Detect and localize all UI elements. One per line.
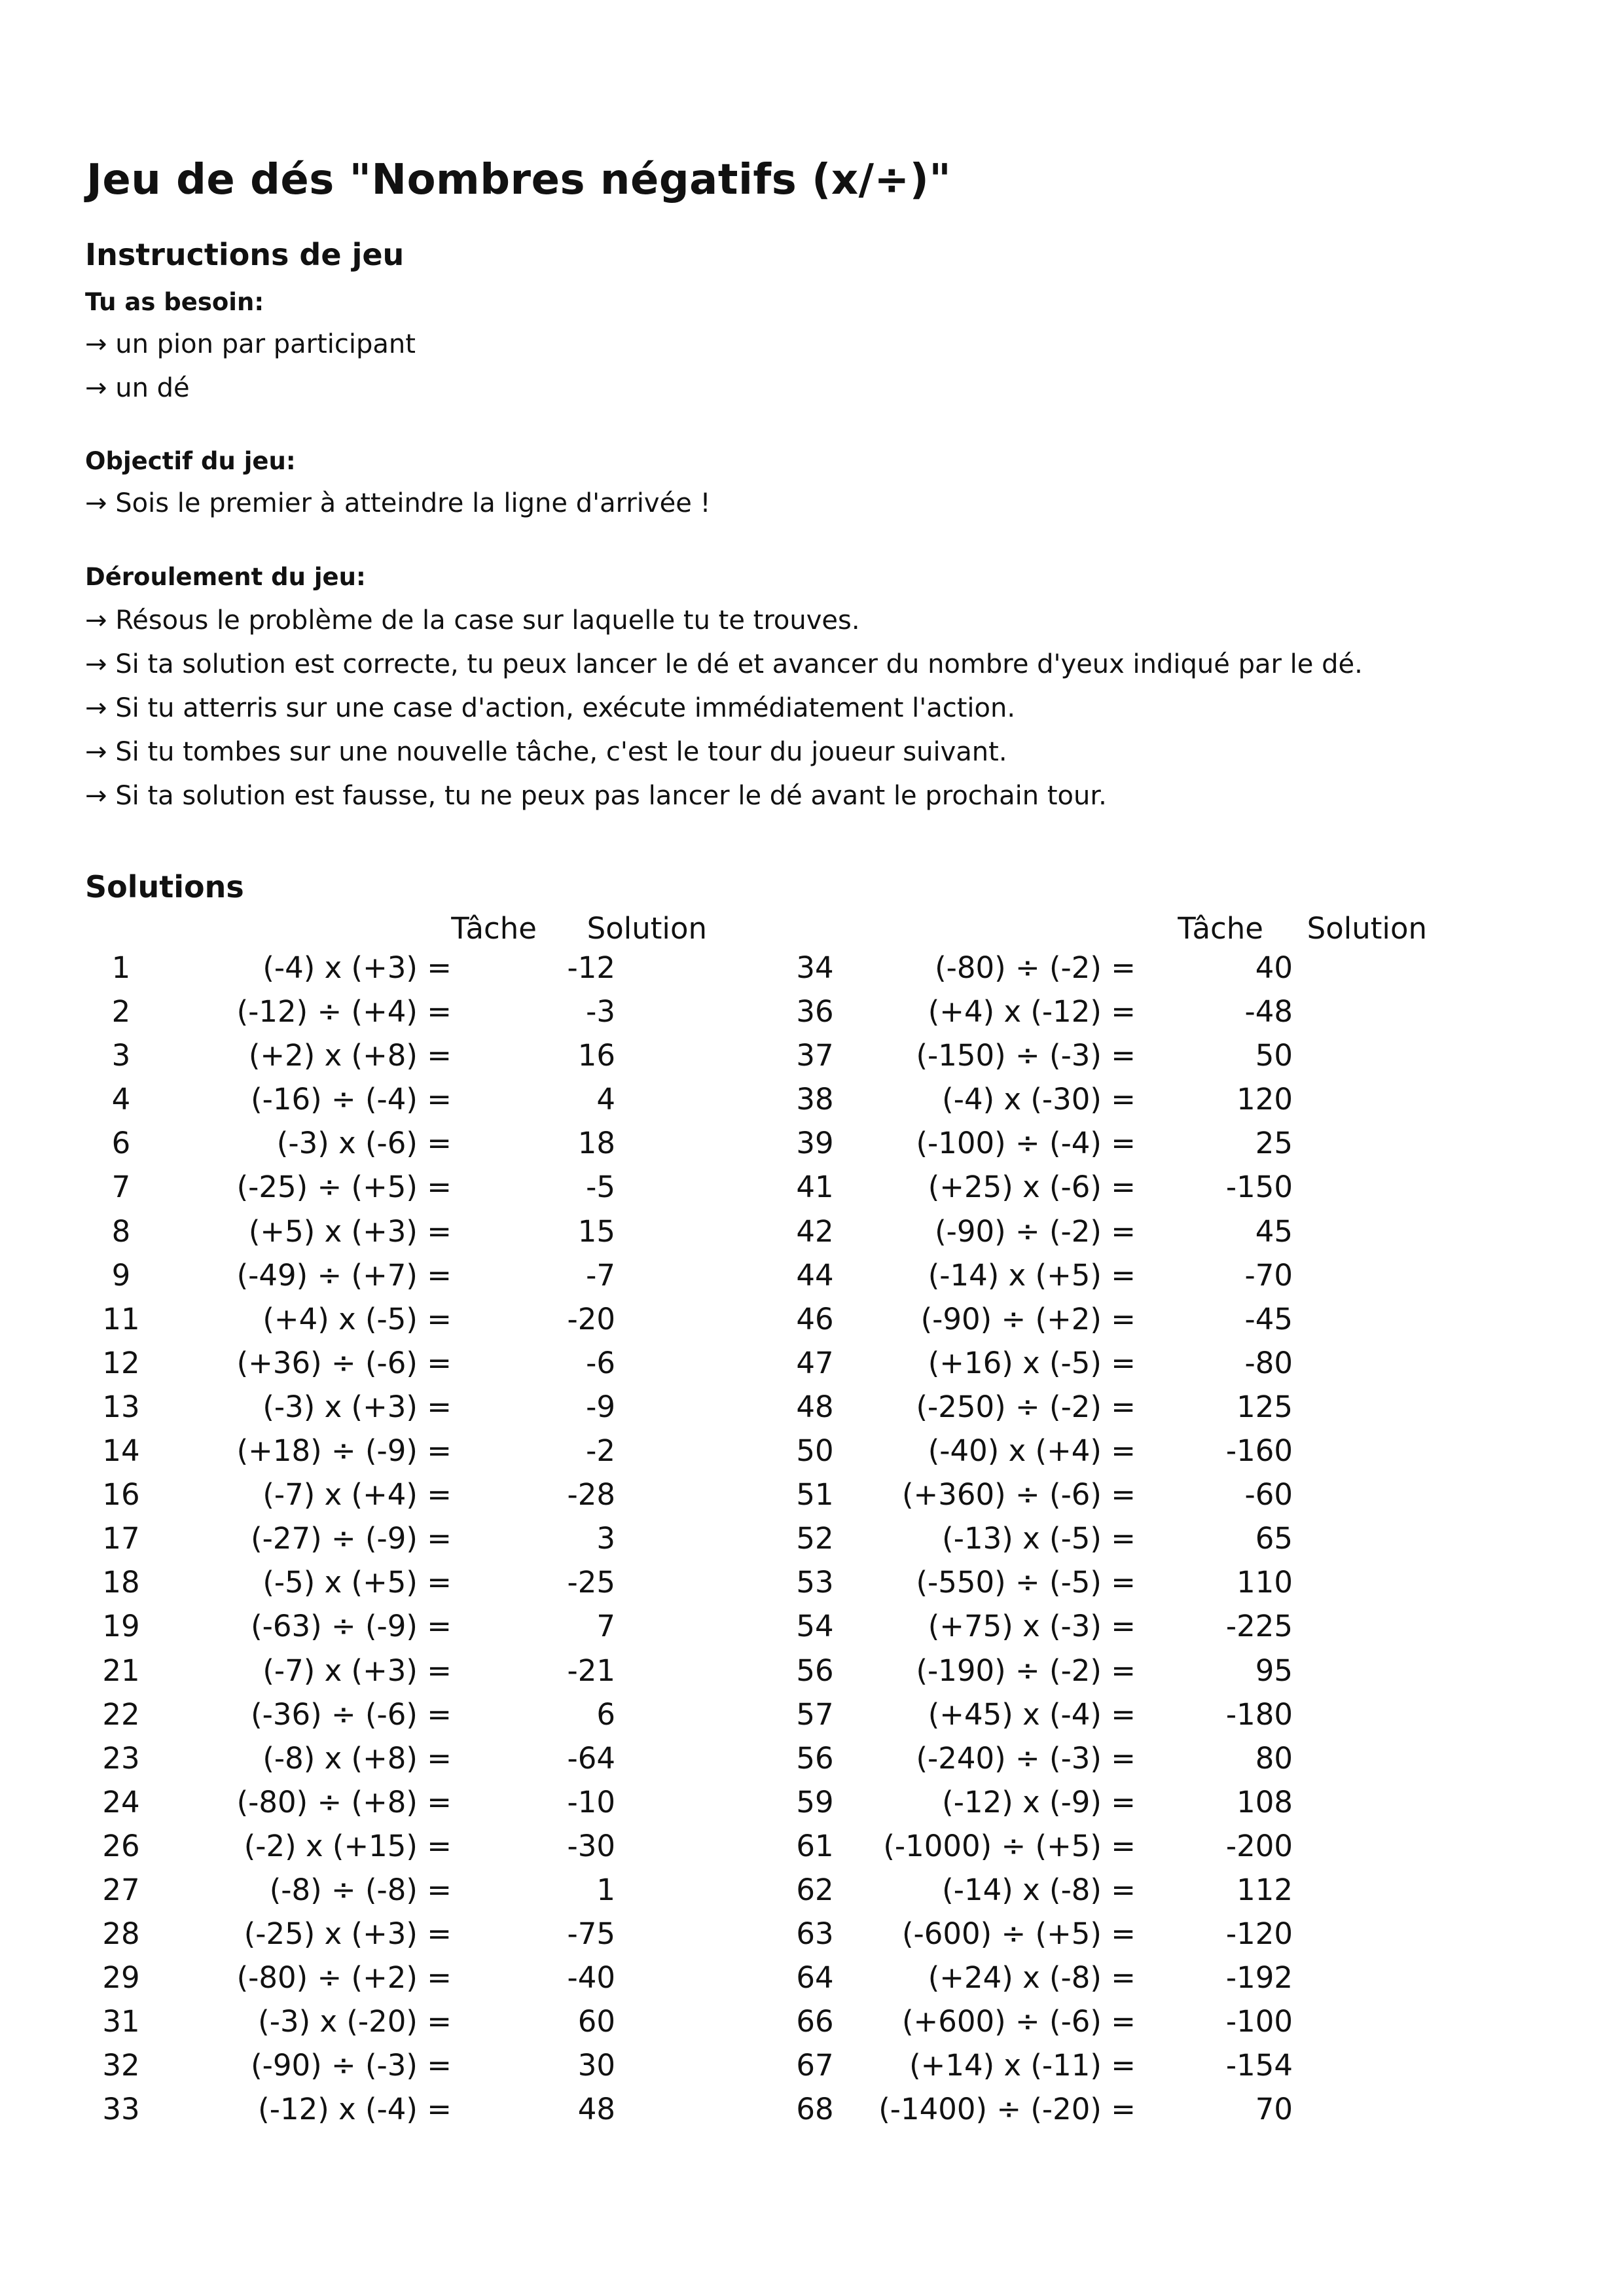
task-number: 1 [111,950,131,985]
task-solution: 48 [577,2092,615,2127]
task-expression: (+24) x (-8) = [928,1960,1136,1996]
task-number: 44 [796,1257,834,1293]
task-expression: (+4) x (-12) = [928,994,1136,1030]
col-header-solution: Solution [586,911,707,946]
task-solution: 120 [1236,1082,1293,1117]
task-solution: -225 [1225,1609,1293,1644]
task-solution: -28 [567,1477,615,1513]
task-expression: (-4) x (-30) = [942,1082,1136,1117]
task-solution: 7 [596,1609,615,1644]
flow-item: → Si ta solution est fausse, tu ne peux pas lancer le dé avant le prochain tour. [85,781,1107,811]
task-number: 51 [796,1477,834,1513]
task-number: 31 [102,2004,140,2039]
task-expression: (-63) ÷ (-9) = [251,1609,452,1644]
task-solution: 15 [577,1213,615,1249]
task-solution: 30 [577,2048,615,2083]
task-number: 56 [796,1740,834,1776]
task-solution: -30 [567,1828,615,1863]
task-expression: (+14) x (-11) = [909,2048,1136,2083]
goal-item: → Sois le premier à atteindre la ligne d'arrivée ! [85,488,711,518]
task-solution: -45 [1244,1301,1293,1336]
task-expression: (-100) ÷ (-4) = [916,1126,1136,1161]
task-number: 2 [111,994,131,1030]
task-expression: (+600) ÷ (-6) = [901,2004,1136,2039]
task-expression: (-8) x (+8) = [262,1740,452,1776]
task-solution: -64 [567,1740,615,1776]
task-solution: -160 [1225,1433,1293,1469]
task-expression: (-250) ÷ (-2) = [916,1389,1136,1424]
task-solution: 65 [1255,1521,1293,1556]
task-solution: 1 [596,1872,615,1907]
task-number: 50 [796,1433,834,1469]
task-expression: (-3) x (-20) = [258,2004,452,2039]
task-number: 29 [102,1960,140,1996]
task-expression: (+18) ÷ (-9) = [236,1433,452,1469]
flow-label: Déroulement du jeu: [85,563,366,591]
task-number: 64 [796,1960,834,1996]
task-number: 67 [796,2048,834,2083]
task-number: 36 [796,994,834,1030]
task-expression: (-8) ÷ (-8) = [269,1872,452,1907]
solutions-heading: Solutions [85,869,244,905]
task-number: 66 [796,2004,834,2039]
task-solution: -10 [567,1784,615,1820]
task-expression: (-90) ÷ (+2) = [920,1301,1136,1336]
task-expression: (-13) x (-5) = [942,1521,1136,1556]
task-expression: (-80) ÷ (+2) = [236,1960,452,1996]
task-solution: 60 [577,2004,615,2039]
task-number: 62 [796,1872,834,1907]
task-solution: -7 [586,1257,615,1293]
task-expression: (-12) x (-4) = [258,2092,452,2127]
task-expression: (-550) ÷ (-5) = [916,1565,1136,1600]
task-number: 48 [796,1389,834,1424]
task-solution: 45 [1255,1213,1293,1249]
task-solution: 125 [1236,1389,1293,1424]
task-number: 18 [102,1565,140,1600]
task-number: 17 [102,1521,140,1556]
task-expression: (-12) ÷ (+4) = [236,994,452,1030]
task-solution: 95 [1255,1653,1293,1688]
task-expression: (-36) ÷ (-6) = [251,1696,452,1732]
task-number: 37 [796,1038,834,1073]
task-number: 26 [102,1828,140,1863]
task-solution: 80 [1255,1740,1293,1776]
task-expression: (+16) x (-5) = [928,1345,1136,1380]
task-number: 38 [796,1082,834,1117]
task-solution: 50 [1255,1038,1293,1073]
task-solution: -154 [1225,2048,1293,2083]
task-expression: (-150) ÷ (-3) = [916,1038,1136,1073]
need-item: → un pion par participant [85,329,416,359]
task-solution: -180 [1225,1696,1293,1732]
task-number: 28 [102,1916,140,1952]
task-number: 9 [111,1257,131,1293]
task-number: 54 [796,1609,834,1644]
task-expression: (-240) ÷ (-3) = [916,1740,1136,1776]
task-solution: -70 [1244,1257,1293,1293]
task-solution: 108 [1236,1784,1293,1820]
task-solution: 6 [596,1696,615,1732]
task-number: 39 [796,1126,834,1161]
task-number: 24 [102,1784,140,1820]
task-number: 19 [102,1609,140,1644]
col-header-task: Tâche [451,911,537,946]
task-expression: (-25) ÷ (+5) = [236,1170,452,1205]
task-number: 33 [102,2092,140,2127]
task-number: 12 [102,1345,140,1380]
task-number: 32 [102,2048,140,2083]
task-number: 68 [796,2092,834,2127]
task-solution: -25 [567,1565,615,1600]
task-expression: (-12) x (-9) = [942,1784,1136,1820]
task-number: 41 [796,1170,834,1205]
task-solution: -21 [567,1653,615,1688]
need-item: → un dé [85,373,190,403]
task-expression: (+2) x (+8) = [248,1038,452,1073]
task-solution: -6 [586,1345,615,1380]
task-solution: 25 [1255,1126,1293,1161]
task-number: 42 [796,1213,834,1249]
goal-label: Objectif du jeu: [85,447,296,475]
instructions-heading: Instructions de jeu [85,237,405,272]
task-expression: (-190) ÷ (-2) = [916,1653,1136,1688]
task-number: 3 [111,1038,131,1073]
task-solution: -9 [586,1389,615,1424]
task-expression: (+360) ÷ (-6) = [901,1477,1136,1513]
flow-item: → Si tu atterris sur une case d'action, exécute immédiatement l'action. [85,693,1016,723]
task-expression: (-4) x (+3) = [262,950,452,985]
task-expression: (+4) x (-5) = [262,1301,452,1336]
task-number: 11 [102,1301,140,1336]
task-expression: (-1000) ÷ (+5) = [883,1828,1136,1863]
task-expression: (-3) x (-6) = [276,1126,452,1161]
task-number: 47 [796,1345,834,1380]
task-solution: -60 [1244,1477,1293,1513]
task-expression: (-16) ÷ (-4) = [251,1082,452,1117]
task-solution: -3 [586,994,615,1030]
task-solution: -48 [1244,994,1293,1030]
task-solution: -2 [586,1433,615,1469]
task-solution: 3 [596,1521,615,1556]
flow-item: → Si ta solution est correcte, tu peux lancer le dé et avancer du nombre d'yeux indiqué par le dé. [85,649,1363,679]
flow-item: → Résous le problème de la case sur laquelle tu te trouves. [85,605,860,636]
flow-item: → Si tu tombes sur une nouvelle tâche, c'est le tour du joueur suivant. [85,737,1007,767]
task-number: 14 [102,1433,140,1469]
task-number: 8 [111,1213,131,1249]
task-solution: -192 [1225,1960,1293,1996]
task-number: 63 [796,1916,834,1952]
task-number: 7 [111,1170,131,1205]
task-expression: (-49) ÷ (+7) = [236,1257,452,1293]
task-expression: (-25) x (+3) = [244,1916,452,1952]
task-number: 4 [111,1082,131,1117]
task-solution: -200 [1225,1828,1293,1863]
task-solution: -75 [567,1916,615,1952]
task-solution: 112 [1236,1872,1293,1907]
task-number: 57 [796,1696,834,1732]
page-title: Jeu de dés "Nombres négatifs (x/÷)" [86,156,952,204]
task-number: 46 [796,1301,834,1336]
task-expression: (+75) x (-3) = [928,1609,1136,1644]
task-solution: -150 [1225,1170,1293,1205]
task-solution: 4 [596,1082,615,1117]
task-number: 6 [111,1126,131,1161]
task-solution: 70 [1255,2092,1293,2127]
task-expression: (-14) x (+5) = [928,1257,1136,1293]
task-solution: -20 [567,1301,615,1336]
task-expression: (-80) ÷ (-2) = [935,950,1136,985]
task-expression: (-3) x (+3) = [262,1389,452,1424]
task-number: 34 [796,950,834,985]
task-expression: (-80) ÷ (+8) = [236,1784,452,1820]
task-expression: (+25) x (-6) = [928,1170,1136,1205]
task-expression: (-1400) ÷ (-20) = [878,2092,1136,2127]
task-number: 23 [102,1740,140,1776]
task-expression: (-5) x (+5) = [262,1565,452,1600]
task-solution: 18 [577,1126,615,1161]
task-number: 61 [796,1828,834,1863]
task-expression: (-40) x (+4) = [928,1433,1136,1469]
task-expression: (-7) x (+3) = [262,1653,452,1688]
task-solution: 40 [1255,950,1293,985]
task-expression: (-27) ÷ (-9) = [251,1521,452,1556]
task-solution: -100 [1225,2004,1293,2039]
need-label: Tu as besoin: [85,288,264,316]
task-solution: 16 [577,1038,615,1073]
task-expression: (+5) x (+3) = [248,1213,452,1249]
task-number: 56 [796,1653,834,1688]
task-solution: -80 [1244,1345,1293,1380]
task-expression: (+36) ÷ (-6) = [236,1345,452,1380]
task-solution: -5 [586,1170,615,1205]
task-expression: (-600) ÷ (+5) = [901,1916,1136,1952]
task-number: 16 [102,1477,140,1513]
task-number: 22 [102,1696,140,1732]
task-expression: (-7) x (+4) = [262,1477,452,1513]
task-number: 53 [796,1565,834,1600]
task-expression: (-2) x (+15) = [244,1828,452,1863]
task-number: 52 [796,1521,834,1556]
col-header-task: Tâche [1178,911,1263,946]
task-expression: (-14) x (-8) = [942,1872,1136,1907]
task-solution: -12 [567,950,615,985]
task-expression: (-90) ÷ (-2) = [935,1213,1136,1249]
task-number: 13 [102,1389,140,1424]
task-number: 59 [796,1784,834,1820]
task-number: 27 [102,1872,140,1907]
col-header-solution: Solution [1307,911,1427,946]
task-solution: -120 [1225,1916,1293,1952]
task-solution: -40 [567,1960,615,1996]
task-solution: 110 [1236,1565,1293,1600]
task-expression: (-90) ÷ (-3) = [251,2048,452,2083]
task-number: 21 [102,1653,140,1688]
task-expression: (+45) x (-4) = [928,1696,1136,1732]
